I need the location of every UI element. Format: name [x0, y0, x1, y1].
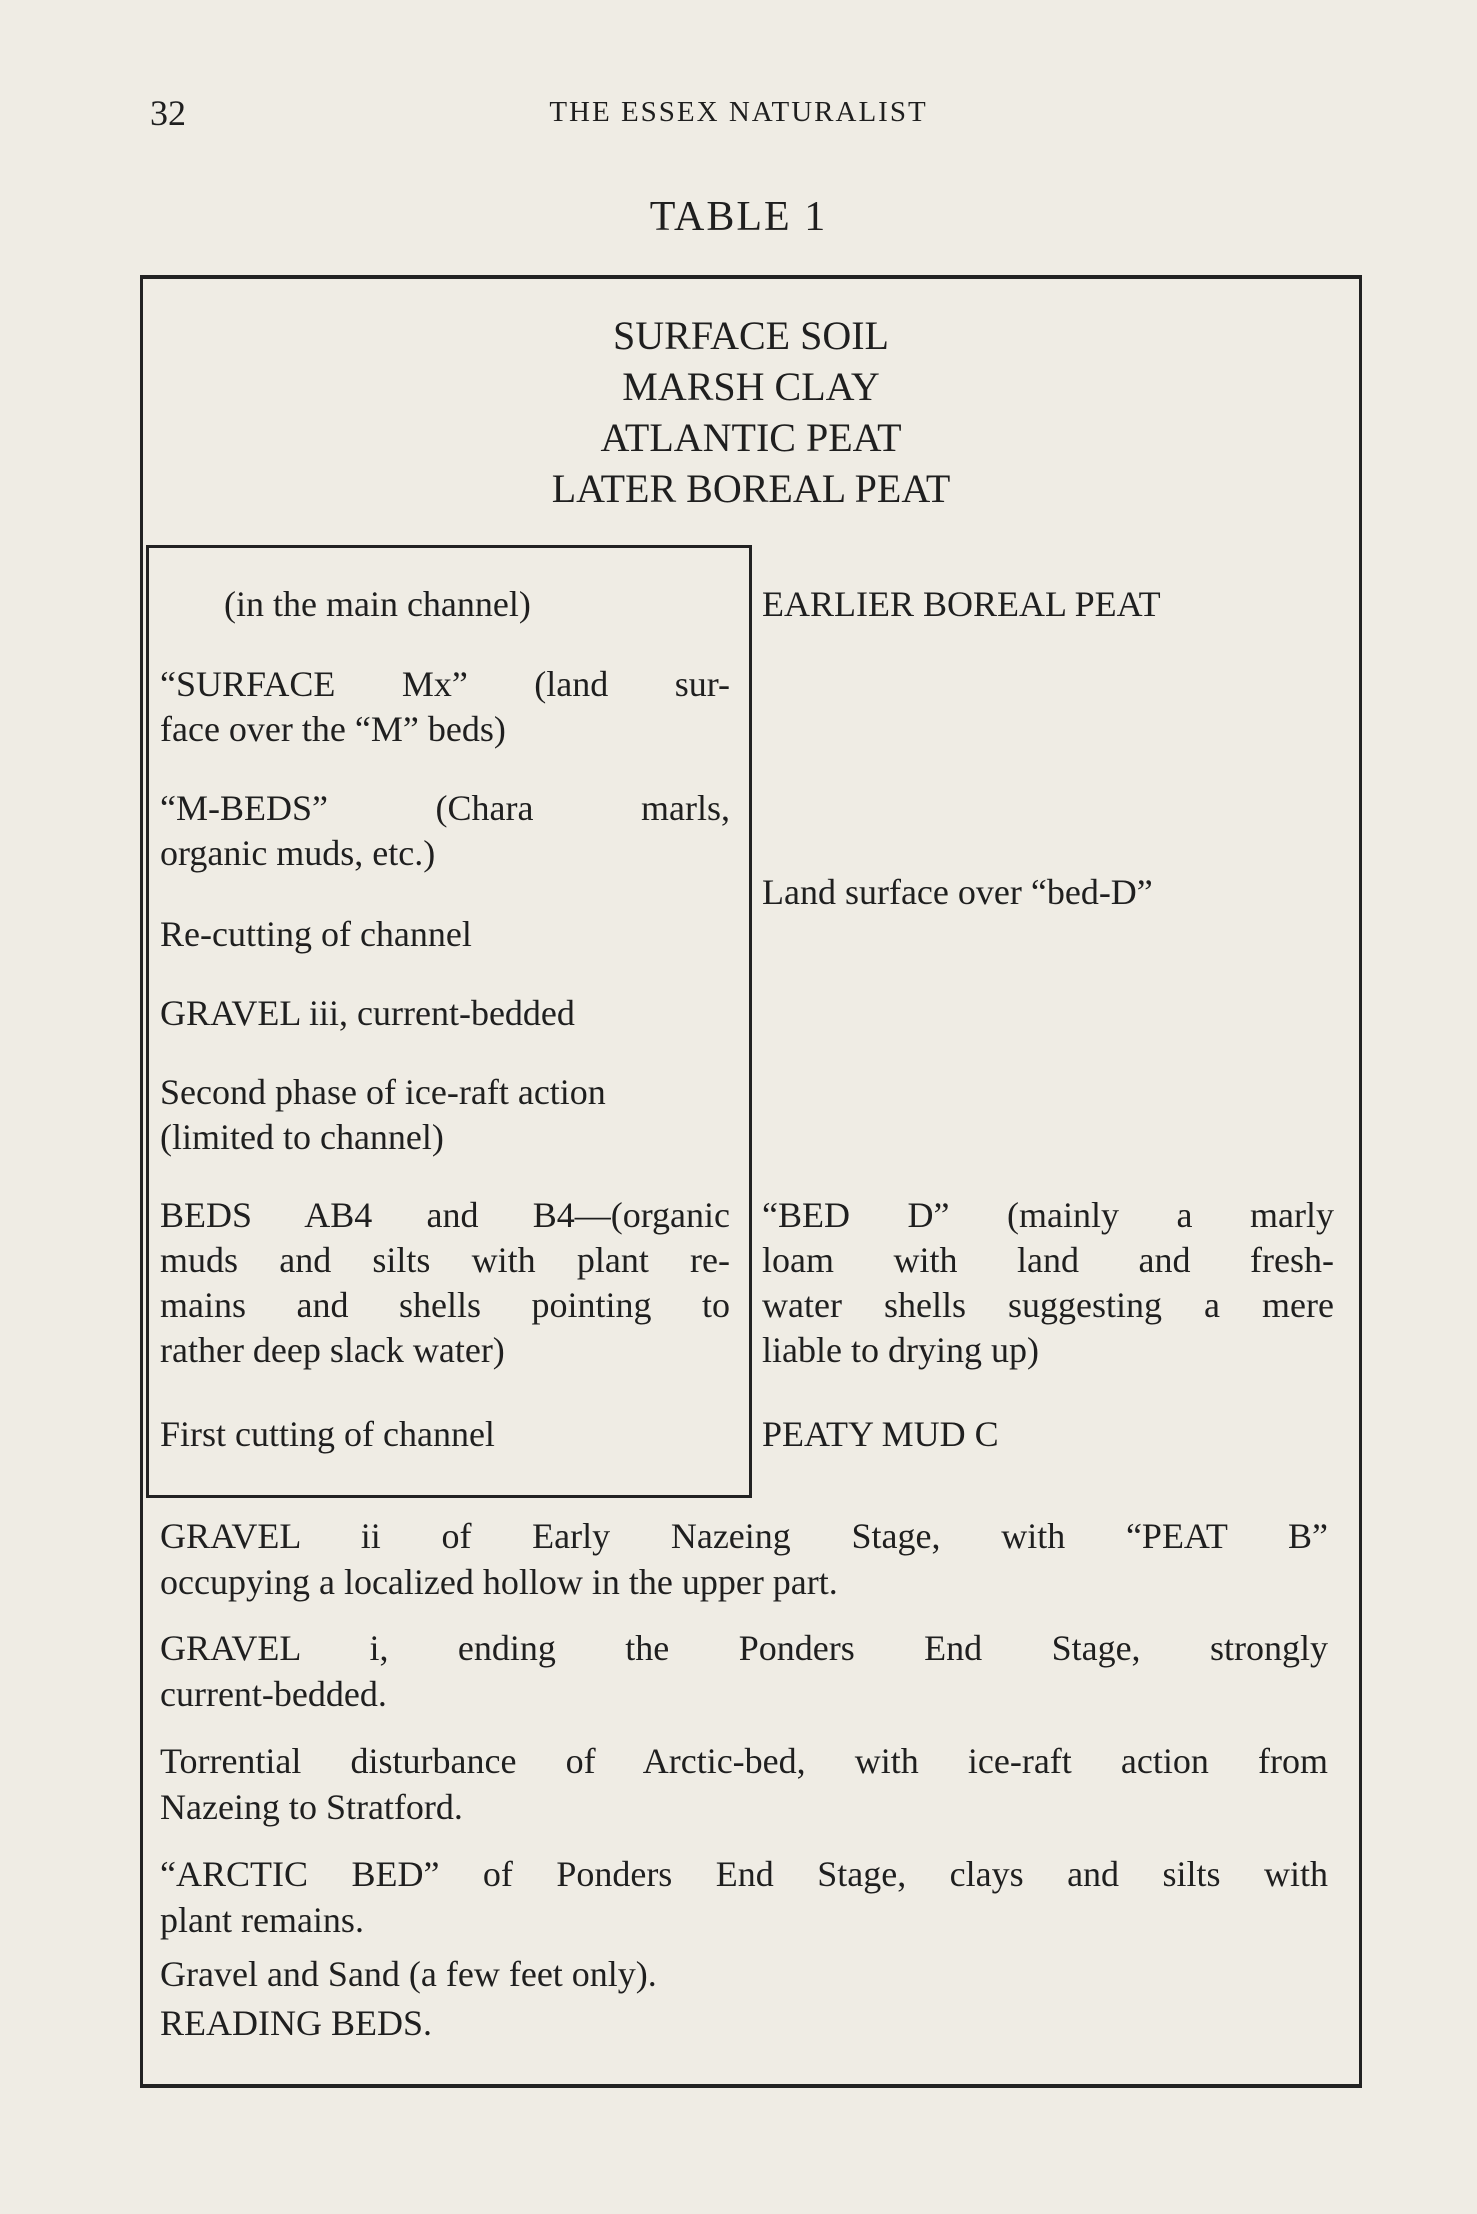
- gravel-iii-entry: GRAVEL iii, current-bedded: [160, 993, 575, 1033]
- gravel-sand-entry: Gravel and Sand (a few feet only).: [160, 1954, 657, 1994]
- stratum-later-boreal-peat: LATER BOREAL PEAT: [551, 466, 951, 511]
- beds-ab4-entry: BEDS AB4 and B4—(organic muds and silts with plant re- mains and shells pointing to rather deep slack water): [160, 1195, 730, 1370]
- bed-d-entry: “BED D” (mainly a marly loam with land and fresh- water shells suggesting a mere liable to drying up): [762, 1195, 1334, 1370]
- recutting-entry: Re-cutting of channel: [160, 914, 472, 954]
- surface-mx-entry: “SURFACE Mx” (land sur- face over the “M” beds): [160, 664, 730, 749]
- first-cutting-entry: First cutting of channel: [160, 1414, 495, 1454]
- upper-strata: [140, 310, 1362, 514]
- stratum-marsh-clay: MARSH CLAY: [622, 364, 880, 409]
- table-title: TABLE 1: [649, 194, 828, 240]
- running-head: THE ESSEX NATURALIST: [549, 96, 928, 128]
- torrential-entry: Torrential disturbance of Arctic-bed, with ice-raft action from Nazeing to Stratford.: [160, 1741, 1328, 1827]
- stratum-atlantic-peat: ATLANTIC PEAT: [600, 415, 902, 460]
- peaty-mud-c: PEATY MUD C: [762, 1414, 999, 1454]
- reading-beds-entry: READING BEDS.: [160, 2003, 433, 2043]
- earlier-boreal-peat: EARLIER BOREAL PEAT: [762, 584, 1161, 624]
- land-surface-entry: Land surface over “bed-D”: [762, 872, 1153, 912]
- second-phase-entry: Second phase of ice-raft action (limited to channel): [160, 1072, 606, 1157]
- gravel-i-entry: GRAVEL i, ending the Ponders End Stage, strongly current-bedded.: [160, 1628, 1328, 1714]
- main-channel-heading: (in the main channel): [224, 584, 531, 624]
- m-beds-entry: “M-BEDS” (Chara marls, organic muds, etc.): [160, 788, 730, 873]
- stratum-surface-soil: SURFACE SOIL: [613, 313, 889, 358]
- page-number: 32: [150, 93, 186, 133]
- arctic-bed-entry: “ARCTIC BED” of Ponders End Stage, clays and silts with plant remains.: [160, 1854, 1328, 1940]
- gravel-ii-entry: GRAVEL ii of Early Nazeing Stage, with “PEAT B” occupying a localized hollow in the upper part.: [160, 1516, 1328, 1602]
